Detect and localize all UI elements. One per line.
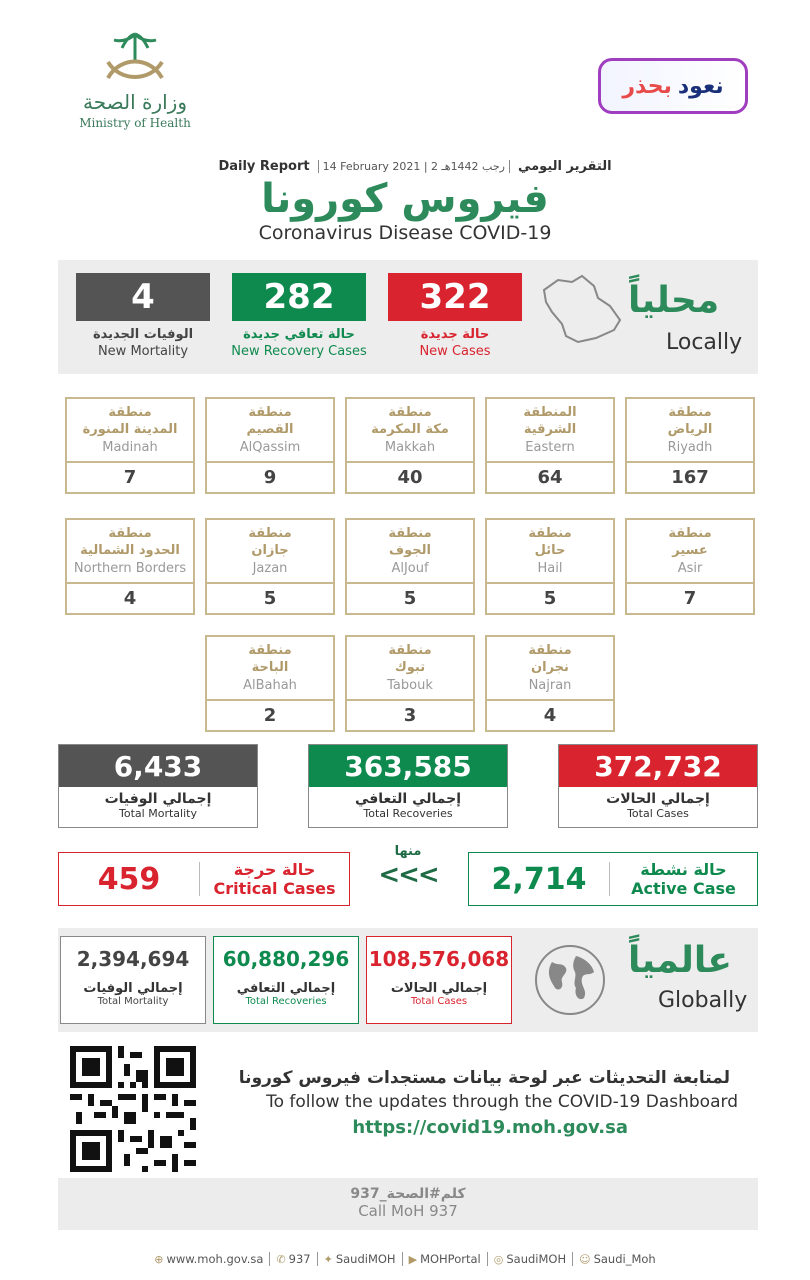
region-name-ar: مكة المكرمة [371,422,449,437]
critical-cases-label-en: Critical Cases [213,879,336,898]
region-card-northern-borders [65,518,195,615]
global-recoveries-value: 60,880,296 [222,947,350,971]
new-recovery-label-en: New Recovery Cases [231,344,367,359]
region-value: 5 [263,588,277,609]
dashboard-link[interactable]: https://covid19.moh.gov.sa [352,1117,628,1138]
footer-website-text: www.moh.gov.sa [166,1252,264,1266]
critical-cases-card [58,852,350,906]
region-value: 5 [543,588,557,609]
region-value: 7 [123,467,137,488]
region-value: 9 [263,467,277,488]
footer-website[interactable] [148,1252,270,1266]
of-which-label: منها [394,844,422,859]
global-mortality-label-en: Total Mortality [97,996,169,1007]
total-recoveries-label-ar: إجمالي التعافي [354,791,462,807]
footer-youtube-text: MOHPortal [420,1252,481,1266]
region-value: 4 [123,588,137,609]
region-name-ar: تبوك [394,660,426,675]
region-name-ar: نجران [531,660,569,675]
region-prefix: منطقة [668,405,712,420]
new-mortality-label-en: New Mortality [97,344,189,359]
dashboard-text-ar: لمتابعة التحديثات عبر لوحة بيانات مستجدات فيروس كورونا [238,1068,730,1088]
footer-twitter-text: SaudiMOH [335,1252,396,1266]
region-name-en: Eastern [525,440,575,455]
total-mortality-value: 6,433 [59,745,257,787]
region-name-en: AlQassim [239,440,301,455]
total-cases-label-en: Total Cases [627,807,689,820]
globe-icon: ⊕ [154,1252,164,1266]
new-cases-label-ar: حالة جديدة [420,327,490,342]
region-card-makkah [345,397,475,494]
report-label-ar: التقرير اليومي [517,158,612,174]
region-card-riyadh [625,397,755,494]
total-mortality-label-ar: إجمالي الوفيات [104,791,212,807]
footer-phone-text: 937 [288,1252,311,1266]
region-name-ar: الجوف [389,543,431,558]
active-cases-label-ar: حالة نشطة [640,860,727,879]
global-mortality-label-ar: إجمالي الوفيات [83,981,183,996]
footer-links [0,1252,810,1266]
slogan-word-1: نعود [677,73,724,99]
global-recoveries-card [213,936,359,1024]
total-recoveries-label-en: Total Recoveries [363,807,453,820]
region-prefix: منطقة [388,405,432,420]
saudi-map-icon [536,268,626,348]
region-name-en: Tabouk [387,678,433,693]
region-name-en: Najran [528,678,572,693]
qr-code[interactable] [70,1046,196,1172]
slogan-word-2: بحذر [622,73,672,99]
region-prefix: منطقة [248,405,292,420]
footer-snapchat-text: Saudi_Moh [593,1252,656,1266]
region-prefix: المنطقة [523,405,577,420]
total-mortality-label-en: Total Mortality [119,807,197,820]
snapchat-icon: ☺ [579,1252,591,1266]
total-recoveries-card [308,744,508,828]
twitter-icon: ✦ [323,1252,333,1266]
global-cases-value: 108,576,068 [368,947,510,971]
region-name-en: Asir [677,561,703,576]
region-card-asir [625,518,755,615]
new-cases-value: 322 [388,273,522,321]
region-name-ar: القصيم [246,422,294,437]
total-recoveries-value: 363,585 [309,745,507,787]
total-cases-card [558,744,758,828]
region-prefix: منطقة [248,643,292,658]
moh-name-ar: وزارة الصحة [83,90,187,114]
region-name-en: Northern Borders [73,561,187,576]
region-prefix: منطقة [668,526,712,541]
region-card-hail [485,518,615,615]
global-cases-card [366,936,512,1024]
region-name-ar: الحدود الشمالية [80,543,180,558]
region-name-ar: جازان [251,543,289,558]
region-prefix: منطقة [248,526,292,541]
region-card-aljouf [345,518,475,615]
global-mortality-card [60,936,206,1024]
region-name-ar: عسير [672,543,708,558]
call-text-en: Call MoH 937 [358,1202,458,1220]
total-cases-label-ar: إجمالي الحالات [606,791,710,807]
region-name-ar: المدينة المنورة [82,422,178,437]
region-card-tabouk [345,635,475,732]
new-cases-label-en: New Cases [419,344,491,359]
new-recovery-label-ar: حالة تعافي جديدة [243,327,355,342]
globally-heading-ar: عالمياً [628,940,732,981]
region-card-eastern [485,397,615,494]
region-prefix: منطقة [528,643,572,658]
moh-logo [70,30,200,140]
critical-cases-label-ar: حالة حرجة [233,860,316,879]
instagram-icon: ◎ [493,1252,504,1266]
active-cases-value: 2,714 [491,861,587,897]
region-name-en: Makkah [384,440,436,455]
page-title-ar: فيروس كورونا [261,176,549,222]
region-card-najran [485,635,615,732]
total-mortality-card [58,744,258,828]
region-value: 167 [671,467,709,488]
region-name-en: Hail [537,561,563,576]
region-card-alqassim [205,397,335,494]
region-card-madinah [65,397,195,494]
new-mortality-label-ar: الوفيات الجديدة [92,327,194,342]
report-label-en: Daily Report [218,158,310,174]
region-value: 64 [537,467,563,488]
region-value: 5 [403,588,417,609]
footer-twitter[interactable] [318,1252,403,1266]
globally-heading-en: Globally [658,988,748,1013]
critical-cases-value: 459 [97,861,161,897]
slogan-badge [598,58,748,114]
region-card-albahah [205,635,335,732]
region-prefix: منطقة [108,526,152,541]
region-value: 2 [263,705,277,726]
locally-heading-ar: محلياً [628,280,720,321]
call-hashtag-ar: كلم#الصحة_937 [350,1186,466,1202]
region-prefix: منطقة [388,526,432,541]
region-name-en: Riyadh [667,440,713,455]
total-cases-value: 372,732 [559,745,757,787]
new-mortality-value: 4 [76,273,210,321]
new-recovery-value: 282 [232,273,366,321]
region-value: 40 [397,467,423,488]
page-title-en: Coronavirus Disease COVID-19 [258,222,552,244]
footer-youtube[interactable] [403,1252,488,1266]
region-card-jazan [205,518,335,615]
region-value: 4 [543,705,557,726]
global-cases-label-en: Total Cases [410,996,468,1007]
region-name-ar: حائل [534,543,566,558]
global-recoveries-label-en: Total Recoveries [245,996,327,1007]
region-value: 3 [403,705,417,726]
arrows-icon: <<< [378,860,438,890]
region-name-en: Madinah [102,440,158,455]
region-name-en: AlJouf [391,561,429,576]
footer-instagram-text: SaudiMOH [506,1252,567,1266]
region-name-en: Jazan [252,561,288,576]
global-cases-label-ar: إجمالي الحالات [390,981,488,996]
globe-icon [532,942,608,1018]
region-name-ar: الشرقية [523,422,577,437]
global-recoveries-label-ar: إجمالي التعافي [236,981,336,996]
footer-phone[interactable] [270,1252,317,1266]
locally-heading-en: Locally [666,330,743,355]
region-name-ar: الباحة [251,660,289,675]
region-prefix: منطقة [388,643,432,658]
youtube-icon: ▶ [408,1252,418,1266]
palm-swords-icon [90,30,180,88]
footer-instagram[interactable] [488,1252,573,1266]
region-name-ar: الرياض [667,422,713,437]
active-cases-card [468,852,758,906]
global-mortality-value: 2,394,694 [76,947,190,971]
region-name-en: AlBahah [243,678,297,693]
report-line [200,156,630,176]
active-cases-label-en: Active Case [631,879,736,898]
footer-snapchat[interactable] [573,1252,662,1266]
region-prefix: منطقة [108,405,152,420]
region-prefix: منطقة [528,526,572,541]
dashboard-text-en: To follow the updates through the COVID-19 Dashboard [266,1092,738,1112]
phone-icon: ✆ [276,1252,286,1266]
region-value: 7 [683,588,697,609]
call-band [58,1178,758,1230]
moh-name-en: Ministry of Health [79,116,191,130]
report-date: 14 February 2021 | 2 رجب 1442هـ [318,160,510,173]
